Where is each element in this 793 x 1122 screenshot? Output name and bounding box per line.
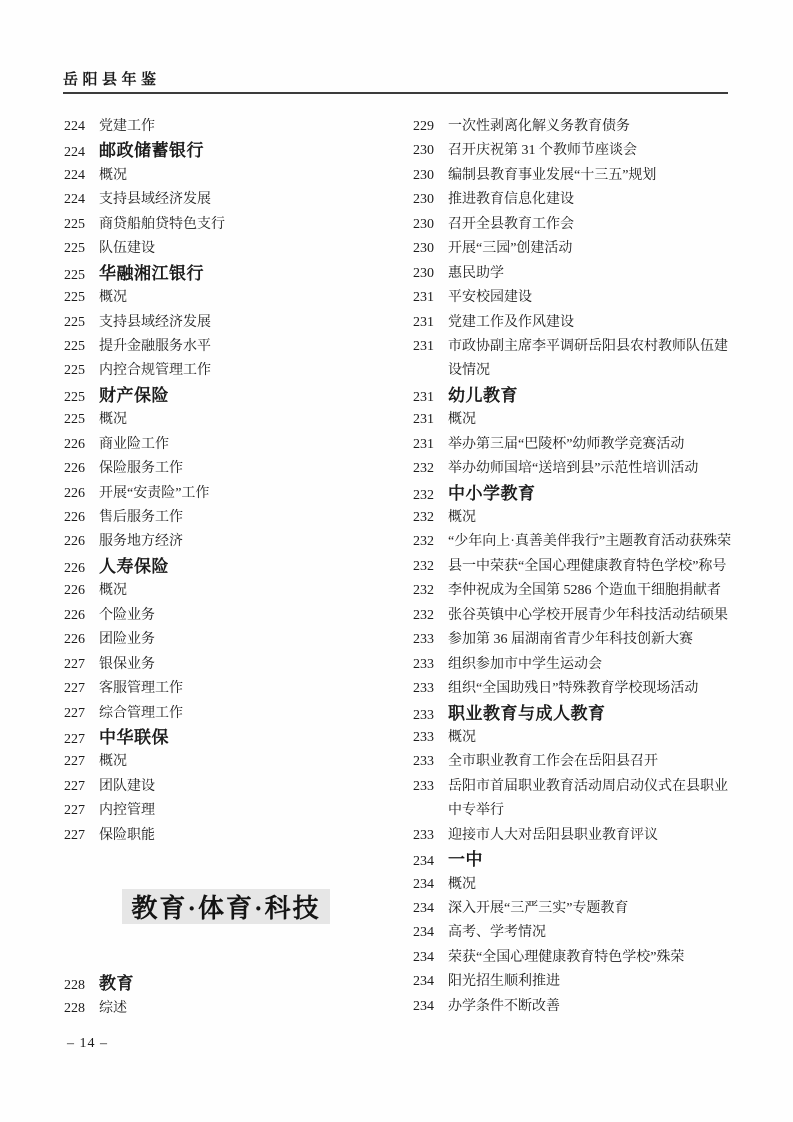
toc-entry-title: 银保业务: [99, 656, 155, 672]
toc-page-number: 233: [413, 681, 434, 697]
toc-entry-title: 县一中荣获“全国心理健康教育特色学校”称号: [448, 558, 727, 574]
header-rule: [63, 92, 728, 94]
toc-page-number: 227: [64, 778, 85, 794]
toc-page-number: 231: [413, 290, 434, 306]
toc-entry-title: 提升金融服务水平: [99, 338, 211, 354]
toc-entry-title: 一次性剥离化解义务教育债务: [448, 119, 630, 134]
toc-entry-title: 编制县教育事业发展“十三五”规划: [448, 167, 657, 183]
toc-entry: [64, 457, 394, 481]
toc-entry-title: 举办第三届“巴陵杯”幼师教学竞赛活动: [448, 436, 685, 452]
toc-entry: [413, 579, 758, 603]
toc-page-number: 224: [64, 119, 85, 134]
toc-page-number: 225: [64, 389, 85, 405]
toc-entry: [413, 970, 758, 994]
toc-entry-title: 人寿保险: [99, 556, 169, 576]
toc-section-entry: [64, 555, 394, 579]
toc-entry: [413, 604, 758, 628]
toc-entry: [413, 164, 758, 188]
toc-page-number: 225: [64, 267, 85, 283]
toc-page-number: 224: [64, 145, 85, 161]
toc-entry-title: 中华联保: [99, 727, 169, 747]
toc-page-number: 233: [413, 656, 434, 672]
toc-page-number: 225: [64, 314, 85, 330]
toc-page-number: 227: [64, 705, 85, 721]
toc-page-number: 231: [413, 338, 434, 354]
toc-page-number: 234: [413, 854, 434, 870]
toc-entry: [413, 897, 758, 921]
toc-entry-title: 邮政储蓄银行: [99, 141, 204, 161]
toc-list-left-top: [64, 115, 394, 848]
toc-entry: [64, 188, 394, 212]
toc-entry-title: 团队建设: [99, 778, 155, 794]
toc-entry: [64, 775, 394, 799]
toc-entry: [413, 262, 758, 286]
toc-entry: [64, 237, 394, 261]
toc-entry-title: 概况: [99, 583, 127, 599]
toc-entry-title: 华融湘江银行: [99, 263, 204, 283]
toc-page-number: 234: [413, 876, 434, 892]
toc-page-number: 227: [64, 681, 85, 697]
toc-entry: [413, 775, 758, 799]
toc-list-left-bottom: [64, 972, 394, 1021]
toc-page-number: 226: [64, 583, 85, 599]
toc-page-number: 232: [413, 558, 434, 574]
toc-page-number: 224: [64, 192, 85, 208]
section-banner: [122, 889, 330, 924]
toc-entry-title: “少年向上·真善美伴我行”主题教育活动获殊荣: [448, 534, 732, 550]
toc-page-number: 225: [64, 363, 85, 379]
toc-entry-title: 参加第 36 届湖南省青少年科技创新大赛: [448, 632, 693, 648]
toc-entry: [413, 824, 758, 848]
toc-entry-title: 市政协副主席李平调研岳阳县农村教师队伍建: [448, 338, 728, 354]
toc-section-entry: [64, 139, 394, 163]
toc-entry-title: 综合管理工作: [99, 705, 183, 721]
toc-entry-title: 商业险工作: [99, 436, 169, 452]
toc-page-number: 227: [64, 754, 85, 770]
toc-page-number: 229: [413, 119, 434, 134]
toc-page-number: 230: [413, 167, 434, 183]
toc-entry: [64, 750, 394, 774]
toc-entry: [64, 702, 394, 726]
toc-entry: [64, 433, 394, 457]
toc-entry-title: 队伍建设: [99, 241, 155, 257]
toc-page-number: 233: [413, 707, 434, 723]
toc-entry-title: 内控合规管理工作: [99, 363, 211, 379]
toc-entry-title: 支持县域经济发展: [99, 192, 211, 208]
toc-entry: [413, 726, 758, 750]
toc-page-number: 234: [413, 974, 434, 990]
toc-entry-title: 内控管理: [99, 803, 155, 819]
toc-entry: [64, 799, 394, 823]
toc-entry-title: 开展“三园”创建活动: [448, 241, 573, 257]
toc-entry-title: 团险业务: [99, 632, 155, 648]
toc-page-number: 232: [413, 487, 434, 503]
toc-page-number: 230: [413, 265, 434, 281]
toc-entry: [413, 995, 758, 1019]
toc-page-number: 231: [413, 314, 434, 330]
toc-page-number: 231: [413, 412, 434, 428]
toc-entry: [64, 530, 394, 554]
toc-entry-title: 惠民助学: [448, 265, 504, 281]
toc-entry-title: 概况: [448, 876, 476, 892]
toc-page-number: 234: [413, 949, 434, 965]
toc-entry-title: 商贷船舶贷特色支行: [99, 216, 225, 232]
toc-entry-title: 迎接市人大对岳阳县职业教育评议: [448, 827, 658, 843]
toc-page-number: 225: [64, 338, 85, 354]
toc-page-number: 230: [413, 241, 434, 257]
toc-page-number: 228: [64, 978, 85, 994]
toc-page-number: 230: [413, 143, 434, 159]
toc-page-number: 233: [413, 827, 434, 843]
toc-entry-title: 服务地方经济: [99, 534, 183, 550]
toc-entry-title: 中专举行: [448, 803, 504, 819]
toc-entry-title: 举办幼师国培“送培到县”示范性培训活动: [448, 461, 699, 477]
toc-page-number: 225: [64, 216, 85, 232]
toc-entry-title: 设情况: [448, 363, 490, 379]
toc-entry-title: 岳阳市首届职业教育活动周启动仪式在县职业: [448, 778, 728, 794]
toc-entry-title: 办学条件不断改善: [448, 998, 560, 1014]
toc-page-number: 232: [413, 534, 434, 550]
toc-entry: [64, 286, 394, 310]
toc-entry: [413, 750, 758, 774]
toc-page-number: 232: [413, 461, 434, 477]
toc-entry-title: 高考、学考情况: [448, 925, 546, 941]
toc-page-number: 232: [413, 583, 434, 599]
toc-page-number: 225: [64, 412, 85, 428]
toc-entry-title: 深入开展“三严三实”专题教育: [448, 901, 629, 916]
toc-entry: [64, 482, 394, 506]
toc-entry-title: 开展“安责险”工作: [99, 485, 210, 501]
toc-page-number: 230: [413, 192, 434, 208]
toc-entry: [413, 555, 758, 579]
toc-entry-title: 概况: [99, 290, 127, 306]
toc-page-number: 227: [64, 731, 85, 747]
toc-entry-title: 全市职业教育工作会在岳阳县召开: [448, 754, 658, 770]
toc-page-number: 228: [64, 1000, 85, 1016]
toc-entry-title: 支持县域经济发展: [99, 314, 211, 330]
toc-page-number: 233: [413, 632, 434, 648]
toc-entry: [64, 359, 394, 383]
toc-entry: [413, 286, 758, 310]
toc-entry-title: 概况: [99, 412, 127, 428]
toc-entry-title: 党建工作及作风建设: [448, 314, 574, 330]
toc-entry-title: 售后服务工作: [99, 510, 183, 525]
toc-entry: [413, 677, 758, 701]
toc-entry-title: 组织参加市中学生运动会: [448, 656, 602, 672]
toc-page-number: 226: [64, 560, 85, 576]
toc-list-right: [413, 115, 758, 1019]
toc-entry: [413, 433, 758, 457]
toc-entry-continuation: [413, 359, 758, 383]
toc-entry-title: 李仲祝成为全国第 5286 个造血干细胞捐献者: [448, 583, 721, 599]
section-banner-label: 教育·体育·科技: [131, 894, 321, 924]
toc-section-entry: [64, 384, 394, 408]
toc-page-number: 226: [64, 485, 85, 501]
toc-entry: [413, 311, 758, 335]
toc-entry: [413, 237, 758, 261]
toc-entry: [413, 457, 758, 481]
toc-right-column: [413, 115, 758, 1019]
toc-page-number: 224: [64, 167, 85, 183]
toc-entry: [64, 579, 394, 603]
toc-page-number: 227: [64, 827, 85, 843]
toc-entry-title: 张谷英镇中心学校开展青少年科技活动结硕果: [448, 607, 728, 623]
toc-entry: [64, 115, 394, 139]
toc-entry-title: 概况: [99, 754, 127, 770]
toc-entry-title: 概况: [448, 412, 476, 428]
toc-entry-title: 概况: [99, 167, 127, 183]
toc-page-number: 225: [64, 290, 85, 306]
toc-section-entry: [413, 702, 758, 726]
page-header-title: 岳阳县年鉴: [63, 72, 161, 88]
toc-entry-title: 个险业务: [99, 607, 155, 623]
toc-section-entry: [413, 848, 758, 872]
toc-page-number: 226: [64, 632, 85, 648]
toc-page-number: 234: [413, 925, 434, 941]
toc-entry-title: 平安校园建设: [448, 290, 532, 306]
toc-page-number: 234: [413, 998, 434, 1014]
toc-entry: [64, 677, 394, 701]
toc-section-entry: [64, 726, 394, 750]
toc-entry: [413, 408, 758, 432]
toc-entry-title: 教育: [99, 974, 134, 994]
toc-entry-title: 召开全县教育工作会: [448, 216, 574, 232]
toc-entry-title: 召开庆祝第 31 个教师节座谈会: [448, 143, 637, 159]
toc-entry-title: 综述: [99, 1000, 127, 1016]
toc-entry-title: 保险职能: [99, 827, 155, 843]
toc-entry-continuation: [413, 799, 758, 823]
toc-entry: [64, 408, 394, 432]
toc-entry: [413, 139, 758, 163]
toc-entry: [64, 311, 394, 335]
toc-entry: [413, 921, 758, 945]
toc-entry: [413, 335, 758, 359]
toc-section-entry: [64, 972, 394, 996]
toc-entry: [64, 824, 394, 848]
toc-entry-title: 党建工作: [99, 119, 155, 134]
toc-section-entry: [64, 262, 394, 286]
toc-entry-title: 荣获“全国心理健康教育特色学校”殊荣: [448, 949, 685, 965]
toc-page-number: 234: [413, 901, 434, 916]
toc-section-entry: [413, 482, 758, 506]
toc-entry: [64, 164, 394, 188]
toc-page-number: 232: [413, 510, 434, 525]
toc-page-number: 230: [413, 216, 434, 232]
toc-page-number: 233: [413, 729, 434, 745]
toc-entry: [413, 946, 758, 970]
toc-entry: [64, 653, 394, 677]
toc-left-column: [64, 115, 394, 1021]
toc-entry: [413, 653, 758, 677]
toc-entry-title: 幼儿教育: [448, 385, 518, 405]
toc-entry: [64, 628, 394, 652]
toc-page-number: 231: [413, 389, 434, 405]
toc-entry: [64, 335, 394, 359]
toc-entry: [413, 530, 758, 554]
toc-entry: [64, 506, 394, 530]
toc-page-number: 227: [64, 656, 85, 672]
toc-entry: [64, 213, 394, 237]
toc-entry: [413, 506, 758, 530]
toc-entry: [413, 188, 758, 212]
toc-page-number: 232: [413, 607, 434, 623]
toc-entry: [413, 628, 758, 652]
page-number-footer: – 14 –: [67, 1036, 108, 1051]
toc-page-number: 226: [64, 436, 85, 452]
toc-page-number: 227: [64, 803, 85, 819]
toc-entry-title: 阳光招生顺利推进: [448, 974, 560, 990]
toc-entry: [413, 115, 758, 139]
toc-entry: [413, 213, 758, 237]
toc-entry: [64, 997, 394, 1021]
toc-entry-title: 客服管理工作: [99, 681, 183, 697]
toc-page-number: 226: [64, 607, 85, 623]
toc-section-entry: [413, 384, 758, 408]
toc-entry-title: 中小学教育: [448, 483, 536, 503]
toc-page-number: 231: [413, 436, 434, 452]
toc-entry-title: 概况: [448, 729, 476, 745]
toc-page-number: 233: [413, 778, 434, 794]
toc-entry-title: 职业教育与成人教育: [448, 703, 606, 723]
toc-entry: [413, 873, 758, 897]
toc-page-number: 225: [64, 241, 85, 257]
toc-entry-title: 保险服务工作: [99, 461, 183, 477]
toc-page-number: 226: [64, 461, 85, 477]
toc-entry: [64, 604, 394, 628]
toc-entry-title: 一中: [448, 850, 483, 870]
toc-page-number: 226: [64, 534, 85, 550]
toc-entry-title: 概况: [448, 510, 476, 525]
toc-entry-title: 组织“全国助残日”特殊教育学校现场活动: [448, 681, 699, 697]
toc-entry-title: 财产保险: [99, 385, 169, 405]
toc-page-number: 233: [413, 754, 434, 770]
toc-entry-title: 推进教育信息化建设: [448, 192, 574, 208]
toc-page-number: 226: [64, 510, 85, 525]
